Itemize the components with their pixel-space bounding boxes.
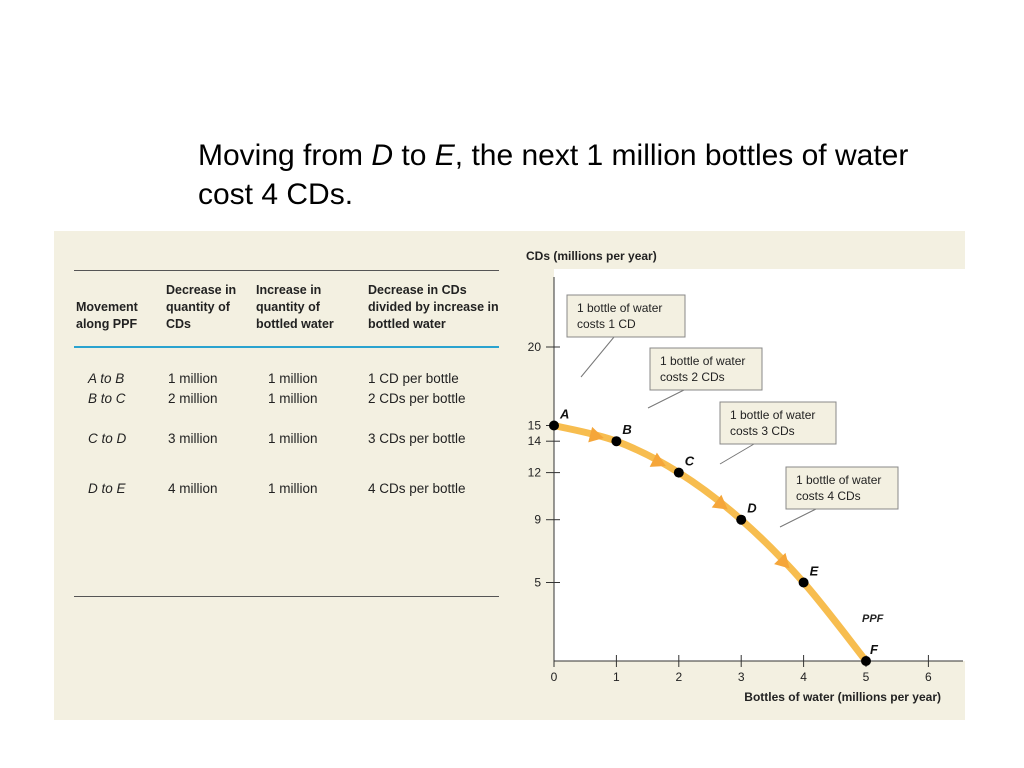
y-tick-label: 15 xyxy=(527,418,541,433)
callout-line2: costs 2 CDs xyxy=(660,370,725,384)
callout-line1: 1 bottle of water xyxy=(660,354,746,368)
row-bc-movement: B to C xyxy=(88,391,126,406)
figure-panel xyxy=(54,231,965,720)
row-cd-ratio: 3 CDs per bottle xyxy=(368,431,466,446)
x-tick-label: 5 xyxy=(862,670,870,684)
callout-line2: costs 4 CDs xyxy=(796,489,861,503)
header-decrease-cds: Decrease in quantity of CDs xyxy=(166,283,237,331)
callout-line1: 1 bottle of water xyxy=(730,408,816,422)
row-bc-increase: 1 million xyxy=(268,391,318,406)
y-tick-label: 12 xyxy=(527,465,541,480)
callout-line2: costs 3 CDs xyxy=(730,424,795,438)
x-tick-label: 4 xyxy=(800,670,807,684)
caption-part2: to xyxy=(393,139,435,172)
caption-part1: Moving from xyxy=(198,139,372,172)
y-axis-title: CDs (millions per year) xyxy=(526,249,657,263)
ppf-point xyxy=(736,515,746,525)
ppf-chart xyxy=(54,231,965,720)
point-label: D xyxy=(747,500,757,516)
x-tick-label: 1 xyxy=(613,670,620,684)
row-ab-increase: 1 million xyxy=(268,371,318,386)
row-bc-decrease: 2 million xyxy=(168,391,218,406)
callout-line1: 1 bottle of water xyxy=(577,301,663,315)
x-tick-label: 6 xyxy=(925,670,932,684)
y-tick-label: 9 xyxy=(534,512,541,527)
row-ab-decrease: 1 million xyxy=(168,371,218,386)
x-tick-label: 0 xyxy=(550,670,558,684)
caption-from-point: D xyxy=(371,139,394,172)
header-increase-water: Increase in quantity of bottled water xyxy=(256,283,334,331)
callout-line2: costs 1 CD xyxy=(577,317,636,331)
y-tick-label: 20 xyxy=(527,340,541,354)
row-de-increase: 1 million xyxy=(268,481,318,496)
header-movement: Movement along PPF xyxy=(76,300,138,331)
slide-caption xyxy=(198,136,958,214)
ppf-point xyxy=(549,421,559,431)
row-de-movement: D to E xyxy=(88,481,126,496)
row-cd-decrease: 3 million xyxy=(168,431,218,446)
row-de-decrease: 4 million xyxy=(168,481,218,496)
point-label: A xyxy=(560,406,570,422)
curve-label: PPF xyxy=(862,613,884,625)
row-bc-ratio: 2 CDs per bottle xyxy=(368,391,466,406)
ppf-point xyxy=(674,468,684,478)
ppf-point xyxy=(799,578,809,588)
point-label: C xyxy=(684,453,695,469)
point-label: B xyxy=(622,422,632,438)
callout-line1: 1 bottle of water xyxy=(796,473,882,487)
caption-to-point: E xyxy=(434,139,455,172)
row-ab-movement: A to B xyxy=(88,371,125,386)
ppf-point xyxy=(611,436,621,446)
caption-part3: , the next 1 million bottles of water cost 4 CDs. xyxy=(198,139,909,211)
row-cd-movement: C to D xyxy=(88,431,127,446)
ppf-point xyxy=(861,656,871,666)
x-tick-label: 2 xyxy=(675,670,683,684)
x-axis-title: Bottles of water (millions per year) xyxy=(744,690,941,704)
header-ratio: Decrease in CDs divided by increase in bottled water xyxy=(368,283,499,331)
y-tick-label: 14 xyxy=(527,434,541,449)
row-de-ratio: 4 CDs per bottle xyxy=(368,481,466,496)
point-label: F xyxy=(870,642,878,657)
y-tick-label: 5 xyxy=(534,575,541,590)
row-cd-increase: 1 million xyxy=(268,431,318,446)
row-ab-ratio: 1 CD per bottle xyxy=(368,371,459,386)
x-tick-label: 3 xyxy=(737,670,745,684)
point-label: E xyxy=(809,563,819,579)
